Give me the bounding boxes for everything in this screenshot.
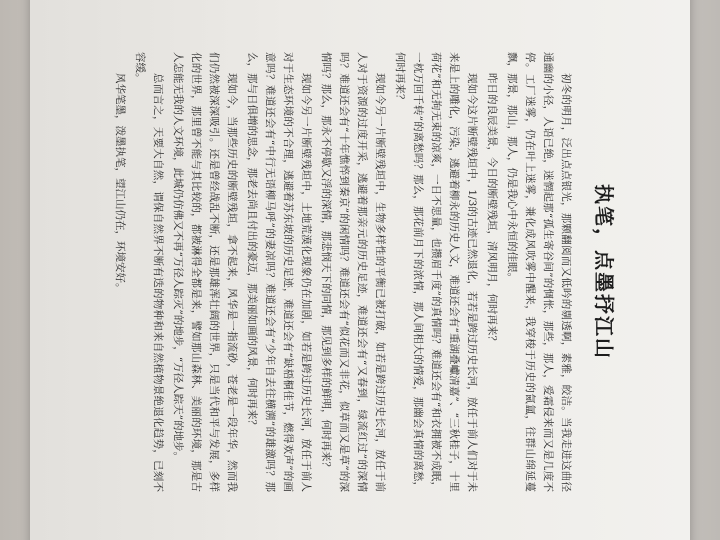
paragraph-7: 总而言之，天要大自然，谓保自然界不断有迭的物种和来自然植物景绝退化趋势，已刻不容缓。 (134, 52, 164, 492)
paragraph-1: 初冬的明月，泛出点点银光，那颗翻阅而又低吟的剔透啊，素雅，皎洁。当我走进这曲径通幽的小径，人语已绝，迷惘起那“孤生寄谷间”的惆怅，那些，那人，爱霜侵来而又是几度不停。工厂迷雾，仍在叶上迷雾，兼化成风吹雾中醒来，我穿梭于历史的氤氲，往群山绵延蔓飘，那景，那山，那人，仍是我心中永恒的佳眼。 (506, 52, 572, 492)
paragraph-6: 现如今，当那些历史的断壁残垣，拿不起来，风华是一指流砂，苍老是一段年华，然而我们仍然被深深吸引。还是曾经战乱不断，还是那雄浑壮阔的世界，只是当代和平与发展，多样化的世界，那里曾不能与其比较的，都被淋得全都是来，譬如那山森林、美丽的环境，那是古人怎能无我的人文环境，此城仍仿佛又不再“万径人踪灭”的地步，“万径人踪天”的地步。 (172, 52, 238, 492)
paragraph-5: 现如今另一片断壁残垣中，土地荒漠化现象仍在加剧，如若是跨过历史长河，放任于前人对于生态环境的不合理，逃避着苏东坡的历史足迹，难道还会有“缺梧桐佳节，燃得欢声”的画意吗？难道还会有“中行无语柳马呼”的妻凉吗？难道还会有“少年自去往横溯”的雄激吗？那么，那与日俱增的思念，那老去尚且付出的豪迈，那美丽如画的风景，何时再来？ (246, 52, 312, 492)
paragraph-3: 现如今这片断壁残垣中，1/3的古迹已然退化，若若是跨过历史长河，放任于前人们对于未来是上的雕化，污染，逃避着柳永的历史人文，难道还会有“重湖叠巘清嘉”、“三秋桂子，十里荷花”和无拘无束的凉爽，一日不思量，也攒眉千度”的真情吗？难道还会有“和衣拥被不成眠，一枕万回千转”的离愁吗？那么，那花前月下的浓情，那人间相大的情爱，那幽会真情的离愁，何时再来？ (394, 52, 478, 492)
paragraph-2: 昨日的良辰美景，今日的断壁残垣，清风明月，何时再来？ (486, 73, 498, 346)
paragraph-4: 现如今另一片断壁残垣中，生物多样性的平衡已被打破，如若是跨过历史长河，放任于前人对于资源的过度开采，逃避着那亲元的历史足迹，难道还会有“又春到，绿流红过”的深情吗？难道还会有“十年憔悴到秦京”的闲情吗？难道还会有“似花而又非花，似草而又是草”的深情吗？那么，那永不停歇又浮的深情，那悲悯天下的同情，那见到多样的鲜明，何时再来？ (320, 52, 386, 492)
essay-title: 执笔，点墨抒江山 (592, 184, 616, 360)
essay-content (111, 52, 620, 492)
closing-line: 风华笔墨，泼墨执笔，望江山仍在，环境安好。 (114, 73, 126, 294)
essay-sheet (30, 0, 690, 540)
